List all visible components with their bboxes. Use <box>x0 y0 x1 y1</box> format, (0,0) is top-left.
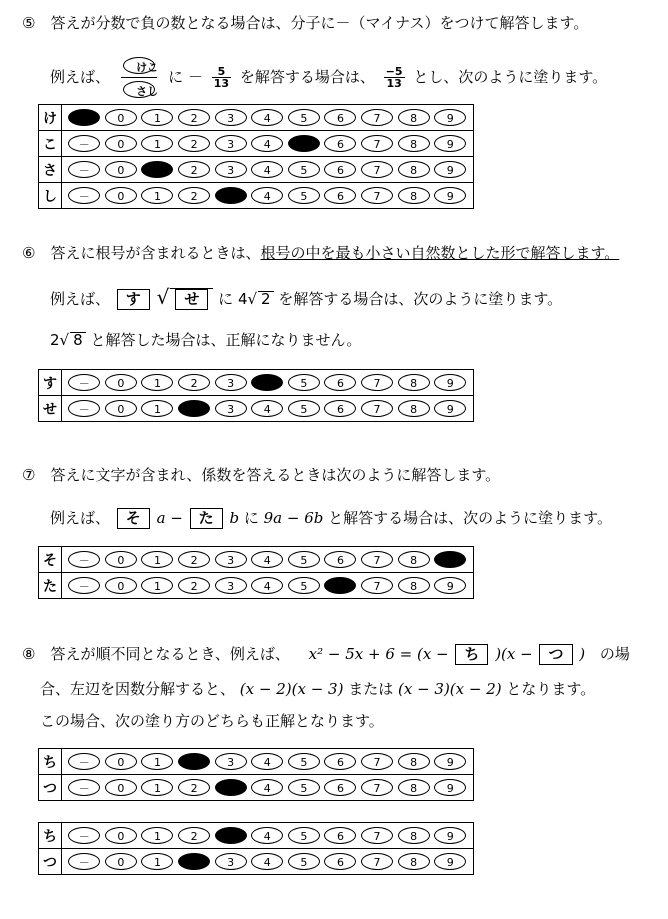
bubble-row <box>62 396 474 422</box>
grid-row <box>39 157 474 183</box>
answer-box-sashi: さし <box>123 81 155 98</box>
bubble-2[interactable]: 2 <box>178 577 210 594</box>
mark-grid-sec8-b <box>38 822 474 875</box>
bubble-minus[interactable]: － <box>68 753 100 770</box>
bubble-4-filled[interactable] <box>251 374 283 391</box>
bubble-0[interactable]: 0 <box>105 577 137 594</box>
grid-row <box>39 131 474 157</box>
mark-grid-sec7 <box>38 546 474 599</box>
grid-row-label: せ <box>39 396 62 422</box>
grid-row <box>39 823 474 849</box>
sec8-line2b: となります。 <box>506 680 596 698</box>
sec6-pre: 例えば、 <box>50 290 111 308</box>
sec8-expr2: )(x − <box>495 645 533 663</box>
bubble-row <box>62 547 474 573</box>
bubble-7[interactable]: 7 <box>361 187 393 204</box>
sec7-instruction: ⑦ 答えに文字が含まれ、係数を答えるときは次のように解答します。 <box>22 466 501 484</box>
sec6-line1a: ⑥ 答えに根号が含まれるときは、 <box>22 244 261 262</box>
bubble-1-filled[interactable] <box>141 161 173 178</box>
bubble-2[interactable]: 2 <box>178 779 210 796</box>
bubble-5[interactable]: 5 <box>288 374 320 391</box>
bubble-row <box>62 183 474 209</box>
sec6-note-text: と解答した場合は、正解になりません。 <box>90 331 362 349</box>
bubble-row <box>62 823 474 849</box>
bubble-1[interactable]: 1 <box>141 135 173 152</box>
bubble-2[interactable]: 2 <box>178 827 210 844</box>
sec6-post: を解答する場合は、次のように塗ります。 <box>278 290 563 308</box>
grid-row-label: さ <box>39 157 62 183</box>
bubble-7[interactable]: 7 <box>361 753 393 770</box>
bubble-6[interactable]: 6 <box>324 779 356 796</box>
bubble-row <box>62 749 474 775</box>
bubble-9[interactable]: 9 <box>434 779 466 796</box>
sec6-note-rad: 8 <box>70 332 86 348</box>
bubble-0[interactable]: 0 <box>105 827 137 844</box>
grid-row <box>39 105 474 131</box>
bubble-1[interactable]: 1 <box>141 109 173 126</box>
sec7-a: a − <box>156 509 183 527</box>
bubble-4[interactable]: 4 <box>251 779 283 796</box>
bubble-3[interactable]: 3 <box>215 400 247 417</box>
bubble-5[interactable]: 5 <box>288 400 320 417</box>
sec5-example <box>50 54 607 101</box>
bubble-5[interactable]: 5 <box>288 187 320 204</box>
bubble-8[interactable]: 8 <box>398 779 430 796</box>
bubble-row <box>62 849 474 875</box>
bubble-3[interactable]: 3 <box>215 374 247 391</box>
grid-row-label: そ <box>39 547 62 573</box>
bubble-5[interactable]: 5 <box>288 779 320 796</box>
answer-box-so: そ <box>117 508 150 529</box>
bubble-5[interactable]: 5 <box>288 109 320 126</box>
sec5-minus: － <box>187 68 203 86</box>
sec7-post: と解答する場合は、次のように塗ります。 <box>328 509 612 527</box>
sec6-instruction <box>22 246 619 261</box>
sec6-coef: 4 <box>237 290 248 308</box>
mark-grid-sec6 <box>38 369 474 422</box>
sec7-example <box>50 508 612 529</box>
grid-row-label: ち <box>39 749 62 775</box>
bubble-2-filled[interactable] <box>178 400 210 417</box>
sec8-line1a: ⑧ 答えが順不同となるとき、例えば、 <box>22 645 290 663</box>
bubble-3[interactable]: 3 <box>215 577 247 594</box>
sec5-ni: に <box>168 68 184 86</box>
bubble-6[interactable]: 6 <box>324 135 356 152</box>
bubble-2[interactable]: 2 <box>178 187 210 204</box>
bubble-3[interactable]: 3 <box>215 161 247 178</box>
sec8-factor2: (x − 3)(x − 2) <box>398 680 502 698</box>
bubble-5[interactable]: 5 <box>288 161 320 178</box>
bubble-4[interactable]: 4 <box>251 400 283 417</box>
answer-box-tsu: つ <box>539 644 572 665</box>
sec8-expr3: ) <box>579 645 586 663</box>
grid-row <box>39 370 474 396</box>
mark-grid-sec8-a <box>38 748 474 801</box>
sec8-line2 <box>40 682 595 697</box>
bubble-minus[interactable]: － <box>68 135 100 152</box>
sec8-instruction <box>22 644 630 665</box>
sec5-pre: 例えば、 <box>50 68 111 86</box>
bubble-9-filled[interactable] <box>434 551 466 568</box>
bubble-minus[interactable]: － <box>68 374 100 391</box>
bubble-7[interactable]: 7 <box>361 109 393 126</box>
bubble-8[interactable]: 8 <box>398 753 430 770</box>
bubble-9[interactable]: 9 <box>434 161 466 178</box>
bubble-4[interactable]: 4 <box>251 827 283 844</box>
bubble-3-filled[interactable] <box>215 779 247 796</box>
bubble-0[interactable]: 0 <box>105 853 137 870</box>
bubble-6[interactable]: 6 <box>324 853 356 870</box>
bubble-1[interactable]: 1 <box>141 187 173 204</box>
answer-box-se: せ <box>175 289 208 310</box>
bubble-2[interactable]: 2 <box>178 551 210 568</box>
answer-box-chi: ち <box>455 644 488 665</box>
bubble-9[interactable]: 9 <box>434 400 466 417</box>
bubble-8[interactable]: 8 <box>398 551 430 568</box>
bubble-4[interactable]: 4 <box>251 577 283 594</box>
sec7-pre: 例えば、 <box>50 509 111 527</box>
fraction-answer-boxes <box>121 54 158 101</box>
bubble-9[interactable]: 9 <box>434 374 466 391</box>
bubble-6[interactable]: 6 <box>324 400 356 417</box>
grid-row <box>39 396 474 422</box>
bubble-minus[interactable]: － <box>68 187 100 204</box>
bubble-row <box>62 573 474 599</box>
bubble-7[interactable]: 7 <box>361 135 393 152</box>
bubble-9[interactable]: 9 <box>434 187 466 204</box>
bubble-8[interactable]: 8 <box>398 400 430 417</box>
sec8-line1b: の場 <box>599 645 630 663</box>
bubble-0[interactable]: 0 <box>105 779 137 796</box>
sec8-mata: または <box>348 680 394 698</box>
bubble-minus[interactable]: － <box>68 400 100 417</box>
bubble-5[interactable]: 5 <box>288 753 320 770</box>
bubble-row <box>62 370 474 396</box>
bubble-3[interactable]: 3 <box>215 109 247 126</box>
grid-row <box>39 749 474 775</box>
bubble-3-filled[interactable] <box>215 827 247 844</box>
bubble-2[interactable]: 2 <box>178 109 210 126</box>
answer-box-ta: た <box>190 508 223 529</box>
bubble-0[interactable]: 0 <box>105 187 137 204</box>
sec8-factor1: (x − 2)(x − 3) <box>239 680 344 698</box>
sec5-mid: を解答する場合は、 <box>239 68 375 86</box>
bubble-8[interactable]: 8 <box>398 135 430 152</box>
sec8-line2a: 合、左辺を因数分解すると、 <box>40 680 236 698</box>
bubble-minus[interactable]: － <box>68 779 100 796</box>
bubble-1[interactable]: 1 <box>141 551 173 568</box>
bubble-4[interactable]: 4 <box>251 109 283 126</box>
bubble-2[interactable]: 2 <box>178 374 210 391</box>
bubble-6[interactable]: 6 <box>324 374 356 391</box>
grid-row-label: す <box>39 370 62 396</box>
bubble-3[interactable]: 3 <box>215 853 247 870</box>
grid-row-label: し <box>39 183 62 209</box>
grid-row <box>39 775 474 801</box>
bubble-2-filled[interactable] <box>178 753 210 770</box>
bubble-5-filled[interactable] <box>288 135 320 152</box>
bubble-1[interactable]: 1 <box>141 400 173 417</box>
bubble-3[interactable]: 3 <box>215 551 247 568</box>
sec7-ni: に <box>243 509 259 527</box>
bubble-6[interactable]: 6 <box>324 753 356 770</box>
bubble-8[interactable]: 8 <box>398 161 430 178</box>
sec7-expr: 9a − 6b <box>263 509 324 527</box>
bubble-6[interactable]: 6 <box>324 187 356 204</box>
bubble-7[interactable]: 7 <box>361 161 393 178</box>
bubble-2-filled[interactable] <box>178 853 210 870</box>
sec5-post: とし、次のように塗ります。 <box>413 68 608 86</box>
bubble-3-filled[interactable] <box>215 187 247 204</box>
sec8-line3: この場合、次の塗り方のどちらも正解となります。 <box>40 712 384 730</box>
grid-row-label: つ <box>39 849 62 875</box>
sec6-note-coef: 2 <box>50 331 60 349</box>
mark-grid-sec5 <box>38 104 474 209</box>
bubble-5[interactable]: 5 <box>288 853 320 870</box>
bubble-9[interactable]: 9 <box>434 135 466 152</box>
bubble-5[interactable]: 5 <box>288 551 320 568</box>
grid-row <box>39 183 474 209</box>
bubble-2[interactable]: 2 <box>178 135 210 152</box>
bubble-0[interactable]: 0 <box>105 135 137 152</box>
grid-row <box>39 849 474 875</box>
sec6-rad: 2 <box>258 291 274 307</box>
bubble-7[interactable]: 7 <box>361 551 393 568</box>
bubble-6[interactable]: 6 <box>324 161 356 178</box>
grid-row <box>39 547 474 573</box>
bubble-2[interactable]: 2 <box>178 161 210 178</box>
bubble-row <box>62 131 474 157</box>
sec6-example: 例えば、 す √ せ に 4√ 2 を解答する場合は、次のように塗ります。 <box>50 285 563 309</box>
bubble-0[interactable]: 0 <box>105 374 137 391</box>
bubble-3[interactable]: 3 <box>215 135 247 152</box>
bubble-6[interactable]: 6 <box>324 827 356 844</box>
answer-box-keko: けこ <box>123 57 155 74</box>
bubble-6[interactable]: 6 <box>324 109 356 126</box>
bubble-4[interactable]: 4 <box>251 135 283 152</box>
bubble-8[interactable]: 8 <box>398 853 430 870</box>
answer-box-su: す <box>117 289 150 310</box>
sec6-ni: に <box>218 290 234 308</box>
bubble-row <box>62 157 474 183</box>
bubble-7[interactable]: 7 <box>361 374 393 391</box>
bubble-7[interactable]: 7 <box>361 827 393 844</box>
bubble-1[interactable]: 1 <box>141 753 173 770</box>
grid-row-label: ち <box>39 823 62 849</box>
sec6-line1b: 根号の中を最も小さい自然数とした形で解答します。 <box>260 244 620 262</box>
grid-row-label: こ <box>39 131 62 157</box>
bubble-minus[interactable]: － <box>68 551 100 568</box>
bubble-4[interactable]: 4 <box>251 161 283 178</box>
bubble-0[interactable]: 0 <box>105 753 137 770</box>
grid-row-label: つ <box>39 775 62 801</box>
bubble-4[interactable]: 4 <box>251 551 283 568</box>
sec5-instruction: ⑤ 答えが分数で負の数となる場合は、分子に－（マイナス）をつけて解答します。 <box>22 14 589 32</box>
bubble-minus[interactable]: － <box>68 577 100 594</box>
bubble-row <box>62 775 474 801</box>
bubble-0[interactable]: 0 <box>105 161 137 178</box>
bubble-6-filled[interactable] <box>324 577 356 594</box>
sec7-b: b <box>229 509 240 527</box>
bubble-minus[interactable]: － <box>68 827 100 844</box>
bubble-1[interactable]: 1 <box>141 827 173 844</box>
bubble-minus[interactable]: － <box>68 853 100 870</box>
bubble-7[interactable]: 7 <box>361 400 393 417</box>
bubble-9[interactable]: 9 <box>434 827 466 844</box>
sec6-note: 2√ 8 と解答した場合は、正解になりません。 <box>50 331 362 349</box>
bubble-7[interactable]: 7 <box>361 779 393 796</box>
bubble-0[interactable]: 0 <box>105 400 137 417</box>
bubble-1[interactable]: 1 <box>141 374 173 391</box>
bubble-8[interactable]: 8 <box>398 109 430 126</box>
bubble-7[interactable]: 7 <box>361 577 393 594</box>
bubble-9[interactable]: 9 <box>434 753 466 770</box>
grid-row-label: た <box>39 573 62 599</box>
grid-row <box>39 573 474 599</box>
fraction-answer: $\frac{-5}{13}$ <box>385 65 403 90</box>
bubble-4[interactable]: 4 <box>251 187 283 204</box>
bubble-1[interactable]: 1 <box>141 853 173 870</box>
bubble-0[interactable]: 0 <box>105 109 137 126</box>
bubble-4[interactable]: 4 <box>251 853 283 870</box>
bubble-8[interactable]: 8 <box>398 187 430 204</box>
bubble-9[interactable]: 9 <box>434 109 466 126</box>
bubble-1[interactable]: 1 <box>141 577 173 594</box>
bubble-6[interactable]: 6 <box>324 551 356 568</box>
grid-row-label: け <box>39 105 62 131</box>
bubble-9[interactable]: 9 <box>434 577 466 594</box>
bubble-9[interactable]: 9 <box>434 853 466 870</box>
bubble-8[interactable]: 8 <box>398 577 430 594</box>
bubble-3[interactable]: 3 <box>215 753 247 770</box>
bubble-5[interactable]: 5 <box>288 827 320 844</box>
bubble-0[interactable]: 0 <box>105 551 137 568</box>
bubble-row <box>62 105 474 131</box>
bubble-8[interactable]: 8 <box>398 827 430 844</box>
bubble-7[interactable]: 7 <box>361 853 393 870</box>
bubble-5[interactable]: 5 <box>288 577 320 594</box>
sec8-expr1: x² − 5x + 6 = (x − <box>308 645 449 663</box>
bubble-8[interactable]: 8 <box>398 374 430 391</box>
bubble-minus[interactable]: － <box>68 161 100 178</box>
bubble-minus-filled[interactable] <box>68 109 100 126</box>
fraction-example: $\frac{5}{13}$ <box>213 65 230 90</box>
bubble-1[interactable]: 1 <box>141 779 173 796</box>
bubble-4[interactable]: 4 <box>251 753 283 770</box>
